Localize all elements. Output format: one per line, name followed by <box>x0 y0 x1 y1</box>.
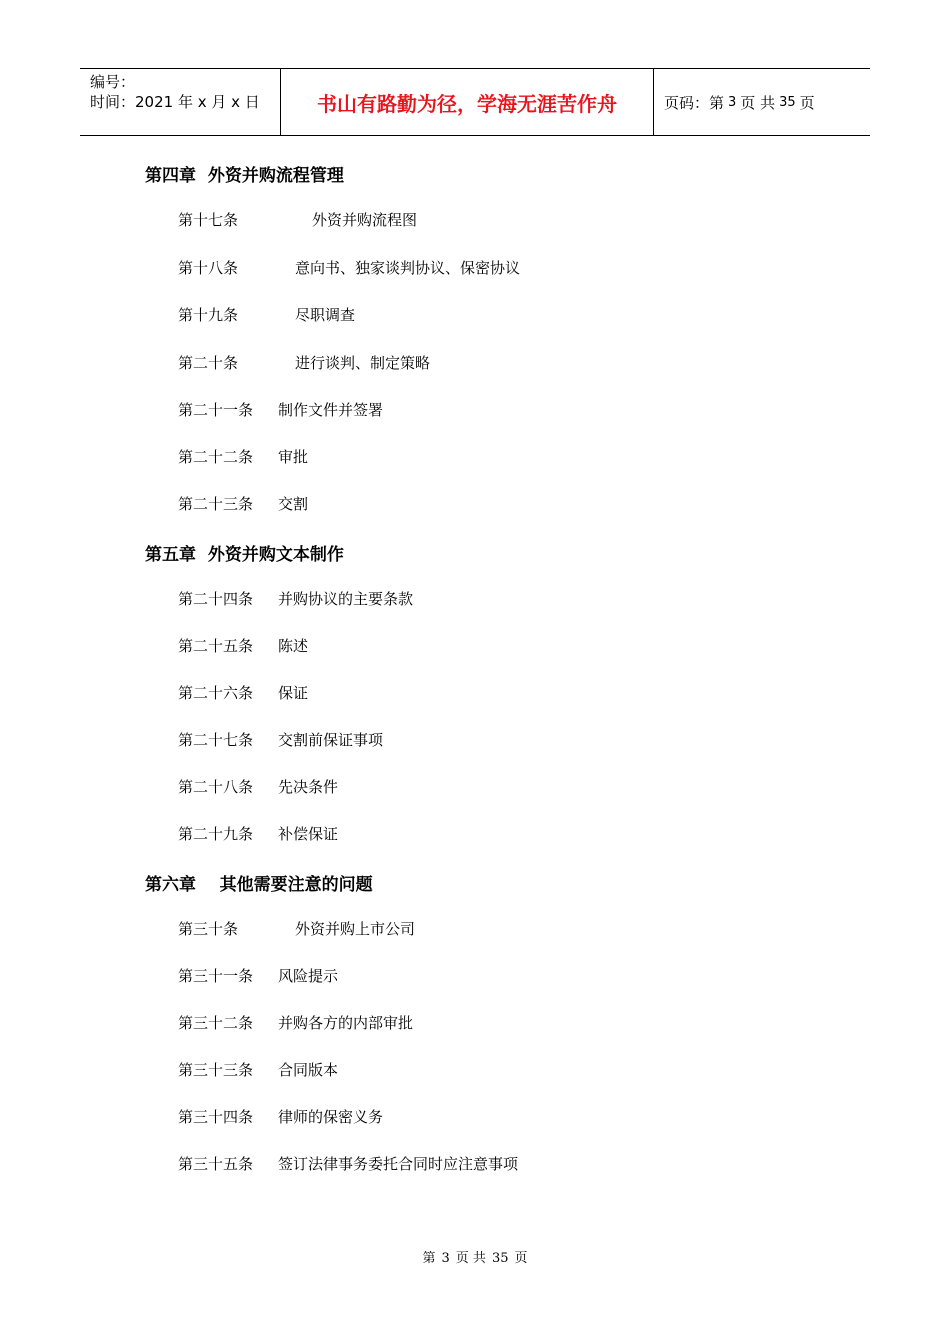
article-number: 第三十五条 <box>178 1155 254 1173</box>
chapter-title: 第五章 外资并购文本制作 <box>145 545 344 565</box>
article-number: 第十七条 <box>178 211 239 229</box>
footer-suffix: 页 <box>514 1251 528 1266</box>
toc-item <box>178 304 356 325</box>
toc-item <box>178 776 339 797</box>
toc-item <box>178 1012 414 1033</box>
article-number: 第二十六条 <box>178 684 254 702</box>
article-number: 第二十四条 <box>178 590 254 608</box>
article-title: 合同版本 <box>278 1061 339 1079</box>
article-number: 第三十三条 <box>178 1061 254 1079</box>
article-title: 签订法律事务委托合同时应注意事项 <box>278 1155 519 1173</box>
article-title: 外资并购上市公司 <box>295 920 416 938</box>
toc-item <box>178 257 521 278</box>
article-title: 并购协议的主要条款 <box>278 590 414 608</box>
toc-item <box>178 1059 339 1080</box>
toc-item <box>178 729 384 750</box>
header-meta <box>80 69 281 135</box>
article-number: 第二十五条 <box>178 637 254 655</box>
article-title: 制作文件并签署 <box>278 401 384 419</box>
toc-item <box>178 918 416 939</box>
article-number: 第二十七条 <box>178 731 254 749</box>
article-title: 审批 <box>278 448 309 466</box>
article-number: 第三十二条 <box>178 1014 254 1032</box>
article-title: 交割 <box>278 495 309 513</box>
page-prefix: 页码：第 <box>664 93 725 112</box>
article-title: 并购各方的内部审批 <box>278 1014 414 1032</box>
toc-item <box>178 823 339 844</box>
page-footer <box>0 1247 950 1266</box>
page-current: 3 <box>728 94 737 110</box>
time-label: 时间：2021 年 x 月 x 日 <box>90 93 260 111</box>
page-mid: 页 共 <box>740 93 776 112</box>
toc-item <box>178 588 414 609</box>
page-suffix: 页 <box>799 93 815 112</box>
article-title: 风险提示 <box>278 967 339 985</box>
article-title: 尽职调查 <box>295 306 356 324</box>
chapter-title: 第六章 其他需要注意的问题 <box>145 875 373 895</box>
toc-item <box>178 682 309 703</box>
toc-item <box>178 446 309 467</box>
article-number: 第二十二条 <box>178 448 254 466</box>
article-title: 补偿保证 <box>278 825 339 843</box>
footer-current: 3 <box>441 1251 450 1266</box>
article-title: 陈述 <box>278 637 309 655</box>
article-number: 第二十九条 <box>178 825 254 843</box>
article-title: 保证 <box>278 684 309 702</box>
page-header <box>80 68 870 136</box>
article-number: 第二十三条 <box>178 495 254 513</box>
article-title: 交割前保证事项 <box>278 731 384 749</box>
footer-mid: 页 共 <box>455 1251 486 1266</box>
header-page-info <box>654 69 870 135</box>
footer-prefix: 第 <box>422 1251 436 1266</box>
chapter-title: 第四章 外资并购流程管理 <box>145 166 344 186</box>
article-number: 第二十一条 <box>178 401 254 419</box>
page-total: 35 <box>779 94 796 110</box>
toc-item <box>178 1153 519 1174</box>
toc-item <box>178 209 418 230</box>
toc-item <box>178 493 309 514</box>
toc-item <box>178 352 431 373</box>
header-motto: 书山有路勤为径，学海无涯苦作舟 <box>281 69 654 135</box>
article-title: 外资并购流程图 <box>312 211 418 229</box>
article-title: 进行谈判、制定策略 <box>295 354 431 372</box>
article-number: 第二十条 <box>178 354 239 372</box>
toc-item <box>178 965 339 986</box>
number-label: 编号： <box>90 73 136 91</box>
article-title: 律师的保密义务 <box>278 1108 384 1126</box>
article-number: 第三十四条 <box>178 1108 254 1126</box>
article-number: 第二十八条 <box>178 778 254 796</box>
toc-item <box>178 635 309 656</box>
footer-total: 35 <box>491 1251 509 1266</box>
article-number: 第十八条 <box>178 259 239 277</box>
article-number: 第三十一条 <box>178 967 254 985</box>
toc-item <box>178 399 384 420</box>
article-title: 先决条件 <box>278 778 339 796</box>
article-number: 第三十条 <box>178 920 239 938</box>
article-number: 第十九条 <box>178 306 239 324</box>
toc-item <box>178 1106 384 1127</box>
article-title: 意向书、独家谈判协议、保密协议 <box>295 259 521 277</box>
